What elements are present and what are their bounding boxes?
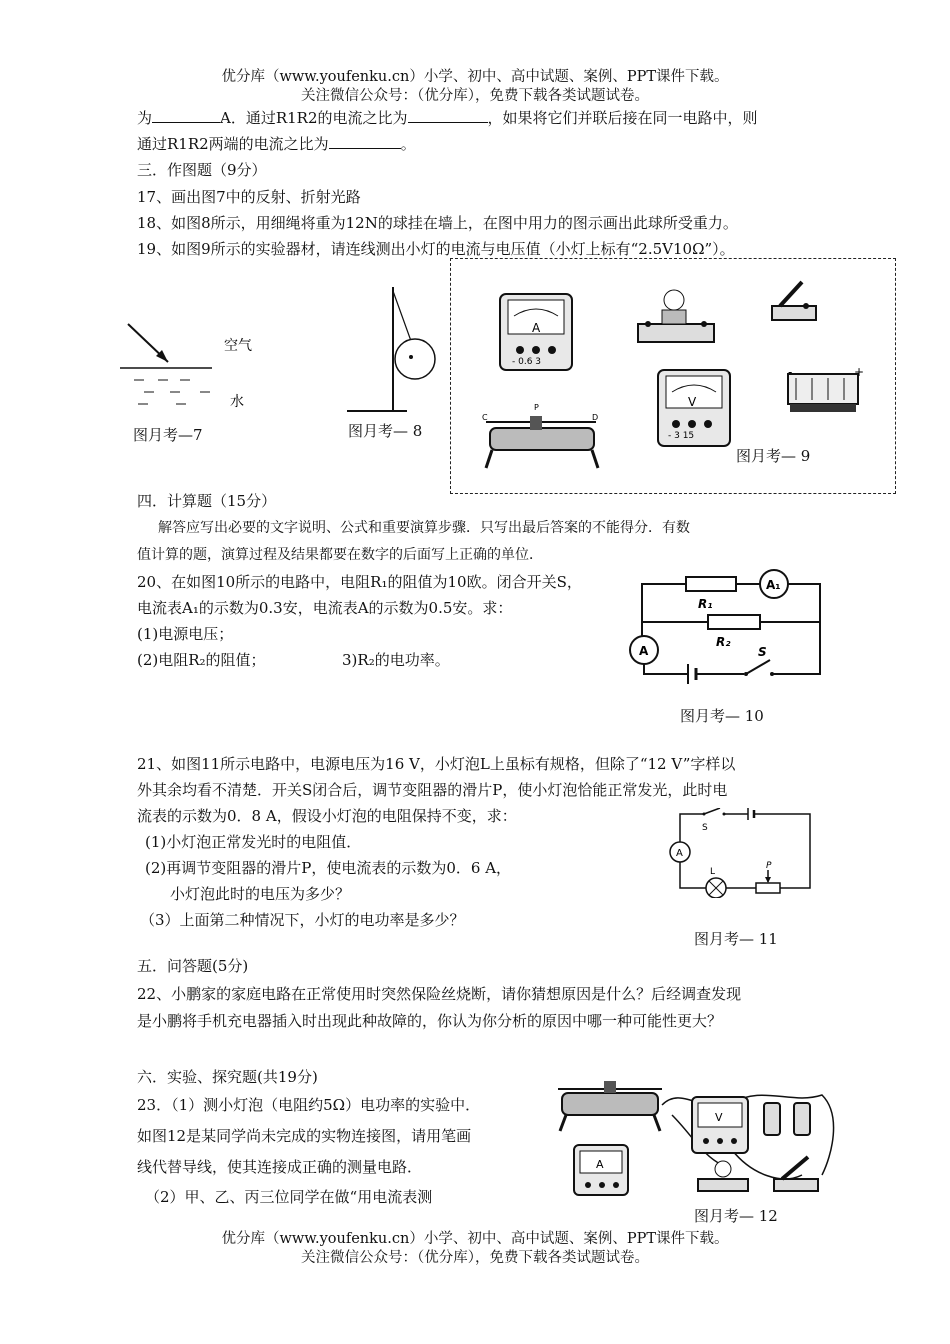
switch-s-label: S (758, 645, 767, 659)
rheostat-icon (482, 403, 598, 468)
q20-line-4a: (2)电阻R₂的阻值； (137, 651, 266, 669)
battery-plus: + (854, 365, 865, 379)
q21-line-3: 流表的示数为0．8 A，假设小灯泡的电阻保持不变，求： (137, 807, 517, 825)
q21-line-1: 21、如图11所示电路中，电源电压为16 V，小灯泡L上虽标有规格，但除了“12 V”字样以 (137, 755, 736, 773)
q20-line-3: (1)电源电压； (137, 625, 234, 643)
r1-label: R₁ (698, 597, 713, 611)
header-line-1: 优分库（www.youfenku.cn）小学、初中、高中试题、案例、PPT课件下载。 (221, 69, 729, 85)
answer-blank (408, 108, 488, 123)
q21-line-6: 小灯泡此时的电压为多少？ (170, 885, 351, 903)
q20-line-4b: 3)R₂的电功率。 (342, 651, 450, 669)
rheostat-c: C (482, 413, 488, 422)
ammeter-icon (500, 294, 572, 370)
question-19: 19、如图9所示的实验器材，请连线测出小灯的电流与电压值（小灯上标有“2.5V10Ω”）。 (137, 240, 735, 258)
rheostat-p: P (534, 403, 539, 412)
q21-line-2: 外其余均看不清楚．开关S闭合后，调节变阻器的滑片P，使小灯泡恰能正常发光，此时电 (137, 781, 728, 799)
ammeter-label: A (596, 1158, 604, 1171)
q23-line-3: 线代替导线，使其连接成正确的测量电路． (137, 1158, 423, 1176)
q16-text-e: 。 (400, 135, 416, 153)
section-4-note-1: 解答应写出必要的文字说明、公式和重要演算步骤．只写出最后答案的不能得分．有数 (158, 520, 690, 536)
switch-icon (774, 1157, 818, 1191)
water-label: 水 (230, 394, 244, 410)
q21-line-5: (2)再调节变阻器的滑片P，使电流表的示数为0．6 A， (145, 859, 512, 877)
figure-11-circuit (660, 808, 820, 898)
q16-text-c: ，如果将它们并联后接在同一电路中，则 (487, 109, 758, 127)
answer-blank (152, 108, 220, 123)
figure-9-equipment (450, 258, 894, 492)
q16-line-2 (137, 134, 416, 154)
rheostat-icon (558, 1081, 662, 1131)
q16-text-a: 为 (137, 109, 153, 127)
slider-p-label: P (766, 861, 772, 871)
section-4-title: 四．计算题（15分） (137, 492, 277, 510)
figure-8-ball-on-wall (345, 285, 445, 415)
rheostat-d: D (592, 413, 599, 422)
figure-10-circuit (620, 560, 830, 685)
voltmeter-label: V (688, 395, 697, 409)
q20-line-2: 电流表A₁的示数为0.3安，电流表A的示数为0.5安。求： (137, 599, 513, 617)
q21-line-4: (1)小灯泡正常发光时的电阻值． (145, 833, 362, 851)
section-6-title: 六．实验、探究题(共19分) (137, 1068, 318, 1086)
figure-7-caption: 图月考—7 (133, 426, 203, 444)
question-18: 18、如图8所示，用细绳将重为12N的球挂在墙上，在图中用力的图示画出此球所受重力。 (137, 214, 738, 232)
section-4-note-2: 值计算的题，演算过程及结果都要在数字的后面写上正确的单位． (137, 547, 543, 563)
q23-line-2: 如图12是某同学尚未完成的实物连接图，请用笔画 (137, 1127, 472, 1145)
question-17: 17、画出图7中的反射、折射光路 (137, 188, 361, 206)
battery-minus: - (788, 365, 793, 379)
lamp-l-label: L (710, 867, 716, 877)
figure-12-physical-circuit (552, 1075, 842, 1200)
air-label: 空气 (224, 338, 252, 354)
ammeter-a-label: A (639, 644, 649, 658)
section-5-title: 五．问答题(5分) (137, 957, 249, 975)
q16-line-1 (137, 108, 758, 128)
battery-icon (764, 1103, 810, 1135)
ammeter-label: A (676, 848, 683, 859)
ammeter-icon (574, 1145, 628, 1195)
q21-line-7: （3）上面第二种情况下，小灯的电功率是多少？ (140, 911, 465, 929)
q22-line-2: 是小鹏将手机充电器插入时出现此种故障的，你认为你分析的原因中哪一种可能性更大？ (137, 1012, 723, 1030)
switch-s-label: S (702, 823, 708, 833)
q20-line-1: 20、在如图10所示的电路中，电阻R₁的阻值为10欧。闭合开关S， (137, 573, 582, 591)
light-bulb-icon (698, 1161, 748, 1191)
voltmeter-label: V (715, 1111, 723, 1124)
q22-line-1: 22、小鹏家的家庭电路在正常使用时突然保险丝烧断，请你猜想原因是什么？后经调查发现 (137, 985, 742, 1003)
header-line-2: 关注微信公众号：（优分库），免费下载各类试题试卷。 (301, 88, 649, 104)
figure-7-light-refraction (120, 320, 260, 420)
q23-line-4: （2）甲、乙、丙三位同学在做“用电流表测 (145, 1188, 433, 1206)
voltmeter-scale: - 3 15 (668, 431, 695, 441)
voltmeter-icon (658, 370, 730, 446)
battery-icon (788, 365, 864, 412)
figure-10-caption: 图月考— 10 (680, 707, 764, 725)
light-bulb-icon (638, 290, 714, 342)
figure-9-caption: 图月考— 9 (736, 447, 811, 465)
figure-8-caption: 图月考— 8 (348, 422, 423, 440)
q23-line-1: 23．（1）测小灯泡（电阻约5Ω）电功率的实验中． (137, 1096, 481, 1114)
figure-11-caption: 图月考— 11 (694, 930, 778, 948)
footer-line-1: 优分库（www.youfenku.cn）小学、初中、高中试题、案例、PPT课件下载。 (221, 1231, 729, 1247)
figure-12-caption: 图月考— 12 (694, 1207, 778, 1225)
q16-text-d: 通过R1R2两端的电流之比为 (137, 135, 329, 153)
footer-line-2: 关注微信公众号：（优分库），免费下载各类试题试卷。 (301, 1250, 649, 1266)
section-3-title: 三．作图题（9分） (137, 161, 267, 179)
ammeter-scale: - 0.6 3 (512, 357, 542, 367)
ammeter-a1-label: A₁ (766, 578, 781, 592)
q16-text-b: A．通过R1R2的电流之比为 (220, 109, 408, 127)
r2-label: R₂ (716, 635, 731, 649)
ammeter-label: A (532, 321, 541, 335)
switch-icon (772, 282, 816, 320)
voltmeter-icon (692, 1097, 748, 1153)
answer-blank (329, 134, 401, 149)
